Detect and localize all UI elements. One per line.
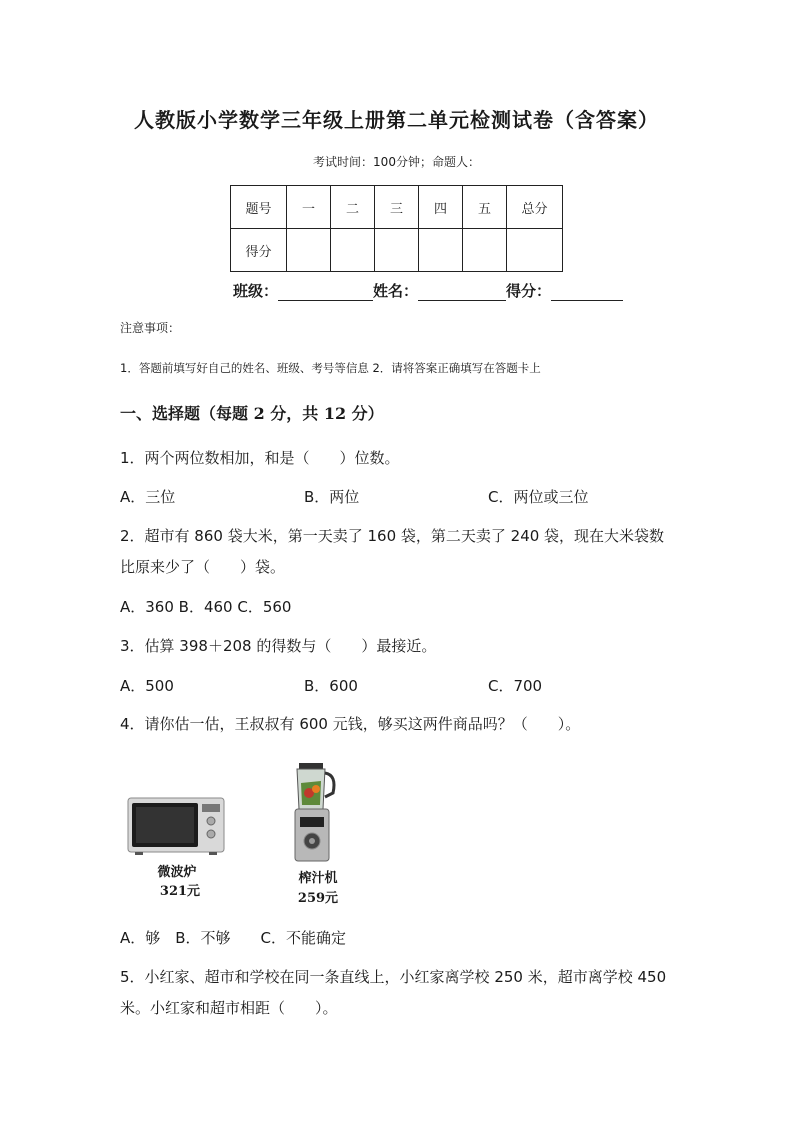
score-table-row-label: 得分 (231, 229, 287, 272)
score-table-header-cell: 四 (419, 186, 463, 229)
microwave-name: 微波炉 (157, 865, 197, 880)
class-blank[interactable] (278, 284, 373, 301)
score-cell[interactable] (287, 229, 331, 272)
question-2-options: A．360 B．460 C．560 (120, 598, 292, 616)
score-table-header-row (231, 186, 563, 229)
score-table-header-cell: 题号 (231, 186, 287, 229)
question-4-stem: 4．请你估一估，王叔叔有 600 元钱，够买这两件商品吗？（ ）。 (120, 715, 581, 733)
name-label: 姓名： (373, 282, 419, 300)
question-1-option-a: A．三位 (120, 488, 176, 506)
score-cell[interactable] (507, 229, 563, 272)
question-3-option-c: C．700 (488, 677, 543, 695)
score-table-header-cell: 总分 (507, 186, 563, 229)
microwave-image (127, 796, 227, 858)
score-cell[interactable] (375, 229, 419, 272)
microwave-price: 321元 (159, 884, 201, 899)
student-info (233, 280, 623, 301)
score-table-score-row (231, 229, 563, 272)
juicer-price: 259元 (297, 891, 339, 906)
notes-heading: 注意事项： (120, 321, 181, 335)
question-3-option-b: B．600 (304, 677, 358, 695)
class-label: 班级： (233, 282, 279, 300)
question-5-stem-line2: 米。小红家和超市相距（ ）。 (120, 999, 338, 1017)
score-cell[interactable] (419, 229, 463, 272)
score-cell[interactable] (331, 229, 375, 272)
question-3-stem: 3．估算 398＋208 的得数与（ ）最接近。 (120, 637, 437, 655)
question-1-option-c: C．两位或三位 (488, 488, 589, 506)
question-4-options: A．够 B．不够 C．不能确定 (120, 929, 347, 947)
score-cell[interactable] (463, 229, 507, 272)
notes-text: 1．答题前填写好自己的姓名、班级、考号等信息 2．请将答案正确填写在答题卡上 (120, 361, 541, 375)
score-label: 得分： (506, 282, 552, 300)
score-table-header-cell: 五 (463, 186, 507, 229)
question-1-option-b: B．两位 (304, 488, 360, 506)
exam-meta: 考试时间：100分钟；命题人： (313, 155, 480, 169)
score-blank[interactable] (551, 284, 623, 301)
page-title: 人教版小学数学三年级上册第二单元检测试卷（含答案） (134, 108, 659, 132)
name-blank[interactable] (418, 284, 506, 301)
score-table (230, 185, 563, 272)
score-table-header-cell: 一 (287, 186, 331, 229)
juicer-image (287, 761, 347, 865)
score-table-header-cell: 三 (375, 186, 419, 229)
question-2-stem-line1: 2．超市有 860 袋大米，第一天卖了 160 袋，第二天卖了 240 袋，现在大米袋数 (120, 527, 665, 545)
question-3-option-a: A．500 (120, 677, 174, 695)
juicer-name: 榨汁机 (298, 871, 338, 886)
question-1-stem: 1．两个两位数相加，和是（ ）位数。 (120, 449, 400, 467)
score-table-header-cell: 二 (331, 186, 375, 229)
question-2-stem-line2: 比原来少了（ ）袋。 (120, 558, 286, 576)
question-5-stem-line1: 5．小红家、超市和学校在同一条直线上，小红家离学校 250 米，超市离学校 450 (120, 968, 667, 986)
section-heading: 一、选择题（每题 2 分，共 12 分） (120, 404, 384, 423)
